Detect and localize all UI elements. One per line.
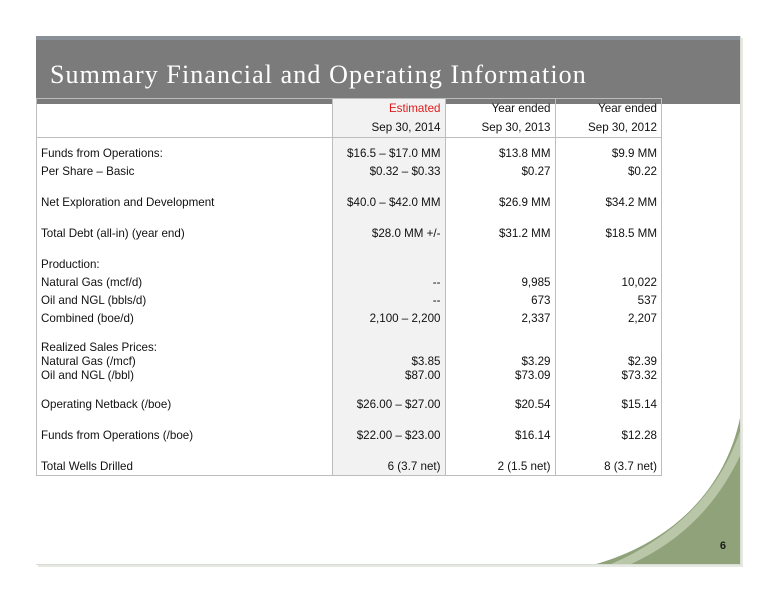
table-row	[37, 340, 661, 354]
header-col3-date: Sep 30, 2012	[555, 118, 661, 138]
table-row: Net Exploration and Development $40.0 – $42.0 MM $26.9 MM $34.2 MM	[37, 193, 661, 211]
table-row: Combined (boe/d) 2,100 – 2,200 2,337 2,207	[37, 309, 661, 327]
page-number: 6	[719, 540, 726, 552]
table-row: Oil and NGL (bbls/d) -- 673 537	[37, 291, 661, 309]
row-label: Oil and NGL (/bbl)	[41, 368, 134, 382]
table-row: Operating Netback (/boe) $26.00 – $27.00 $20.54 $15.14	[37, 395, 661, 413]
table-row: Funds from Operations: $16.5 – $17.0 MM $13.8 MM $9.9 MM	[37, 144, 661, 162]
summary-table-container	[36, 98, 662, 476]
table-row: Total Wells Drilled 6 (3.7 net) 2 (1.5 net) 8 (3.7 net)	[37, 457, 661, 475]
table-row: Natural Gas (/mcf) $3.85 $3.29 $2.39	[37, 354, 661, 368]
header-col2-date: Sep 30, 2013	[445, 118, 555, 138]
row-label: Production:	[41, 257, 100, 271]
table-row: Total Debt (all-in) (year end) $28.0 MM +/- $31.2 MM $18.5 MM	[37, 224, 661, 242]
row-label: Realized Sales Prices:	[41, 340, 157, 354]
row-label: Operating Netback (/boe)	[41, 397, 172, 411]
row-label: Oil and NGL (bbls/d)	[41, 293, 147, 307]
header-estimated: Estimated	[332, 99, 445, 118]
row-label: Net Exploration and Development	[41, 195, 215, 209]
table-row	[37, 255, 661, 273]
row-label: Per Share – Basic	[41, 164, 135, 178]
row-label: Combined (boe/d)	[41, 311, 134, 325]
row-label: Natural Gas (mcf/d)	[41, 275, 143, 289]
header-col3-line1: Year ended	[598, 102, 657, 115]
row-label: Funds from Operations (/boe)	[41, 428, 194, 442]
slide-title: Summary Financial and Operating Information	[50, 60, 587, 89]
header-row-1	[37, 99, 661, 118]
row-label: Total Debt (all-in) (year end)	[41, 226, 185, 240]
row-label: Natural Gas (/mcf)	[41, 354, 136, 368]
table-row: Oil and NGL (/bbl) $87.00 $73.09 $73.32	[37, 368, 661, 382]
header-row-2	[37, 118, 661, 138]
row-label: Funds from Operations:	[41, 146, 163, 160]
row-label: Total Wells Drilled	[41, 459, 133, 473]
table-row: Natural Gas (mcf/d) -- 9,985 10,022	[37, 273, 661, 291]
table-row: Funds from Operations (/boe) $22.00 – $23.00 $16.14 $12.28	[37, 426, 661, 444]
table-row: Per Share – Basic $0.32 – $0.33 $0.27 $0.22	[37, 162, 661, 180]
summary-table	[37, 99, 661, 475]
header-estimated-date: Sep 30, 2014	[332, 118, 445, 138]
header-col2-line1: Year ended	[445, 99, 555, 118]
